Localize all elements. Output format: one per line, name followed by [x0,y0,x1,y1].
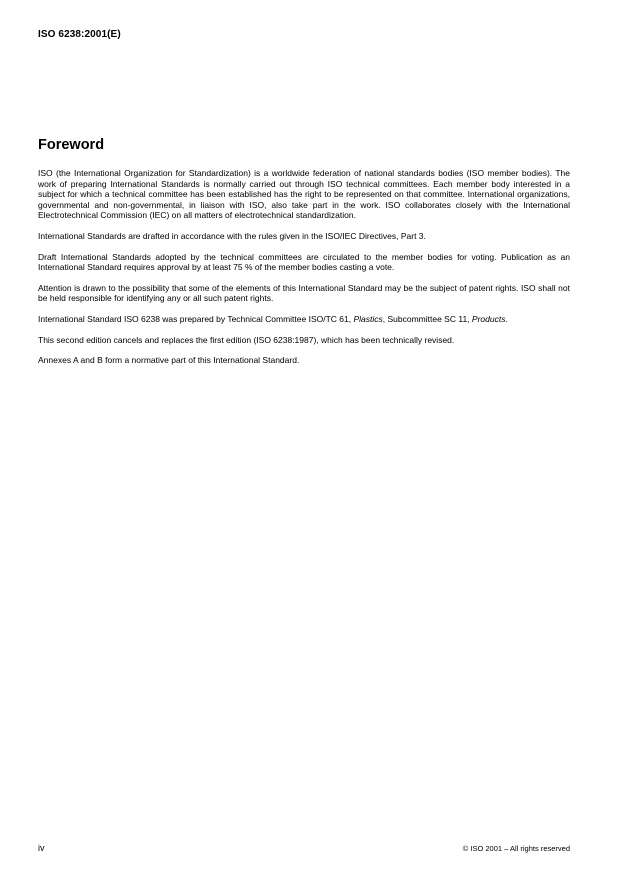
paragraph-patent-rights: Attention is drawn to the possibility that some of the elements of this International Standard may be the subject of patent rights. ISO shall not be held responsible for identifying any or all such patent rights. [38,282,570,304]
paragraph-directives: International Standards are drafted in accordance with the rules given in the ISO/IEC Directives, Part 3. [38,230,426,241]
document-identifier: ISO 6238:2001(E) [38,29,121,40]
committee-text-start: International Standard ISO 6238 was prepared by Technical Committee ISO/TC 61, [38,313,354,324]
subcommittee-name-products: Products [471,313,506,324]
paragraph-iso-overview: ISO (the International Organization for Standardization) is a worldwide federation of national standards bodies (ISO member bodies). The work of preparing International Standards is normally carried out through ISO technical committees. Each member body interested in a subject for which a technical committee has been established has the right to be represented on that committee. International organizations, governmental and non-governmental, in liaison with ISO, also take part in the work. ISO collaborates closely with the International Electrotechnical Commission (IEC) on all matters of electrotechnical standardization. [38,168,570,221]
committee-text-end: . [505,313,508,324]
committee-name-plastics: Plastics [353,313,383,324]
paragraph-edition: This second edition cancels and replaces the first edition (ISO 6238:1987), which has been technically revised. [38,334,455,345]
foreword-body [38,168,570,376]
page-number: iv [38,843,45,853]
committee-text-middle: , Subcommittee SC 11, [382,313,472,324]
section-title: Foreword [38,137,105,153]
paragraph-committee [38,314,570,325]
copyright-notice: © ISO 2001 – All rights reserved [462,844,570,853]
paragraph-annexes: Annexes A and B form a normative part of this International Standard. [38,355,300,366]
paragraph-voting: Draft International Standards adopted by the technical committees are circulated to the member bodies for voting. Publication as an International Standard requires approval by at least 75 % of the member bodies casting a vote. [38,251,570,273]
